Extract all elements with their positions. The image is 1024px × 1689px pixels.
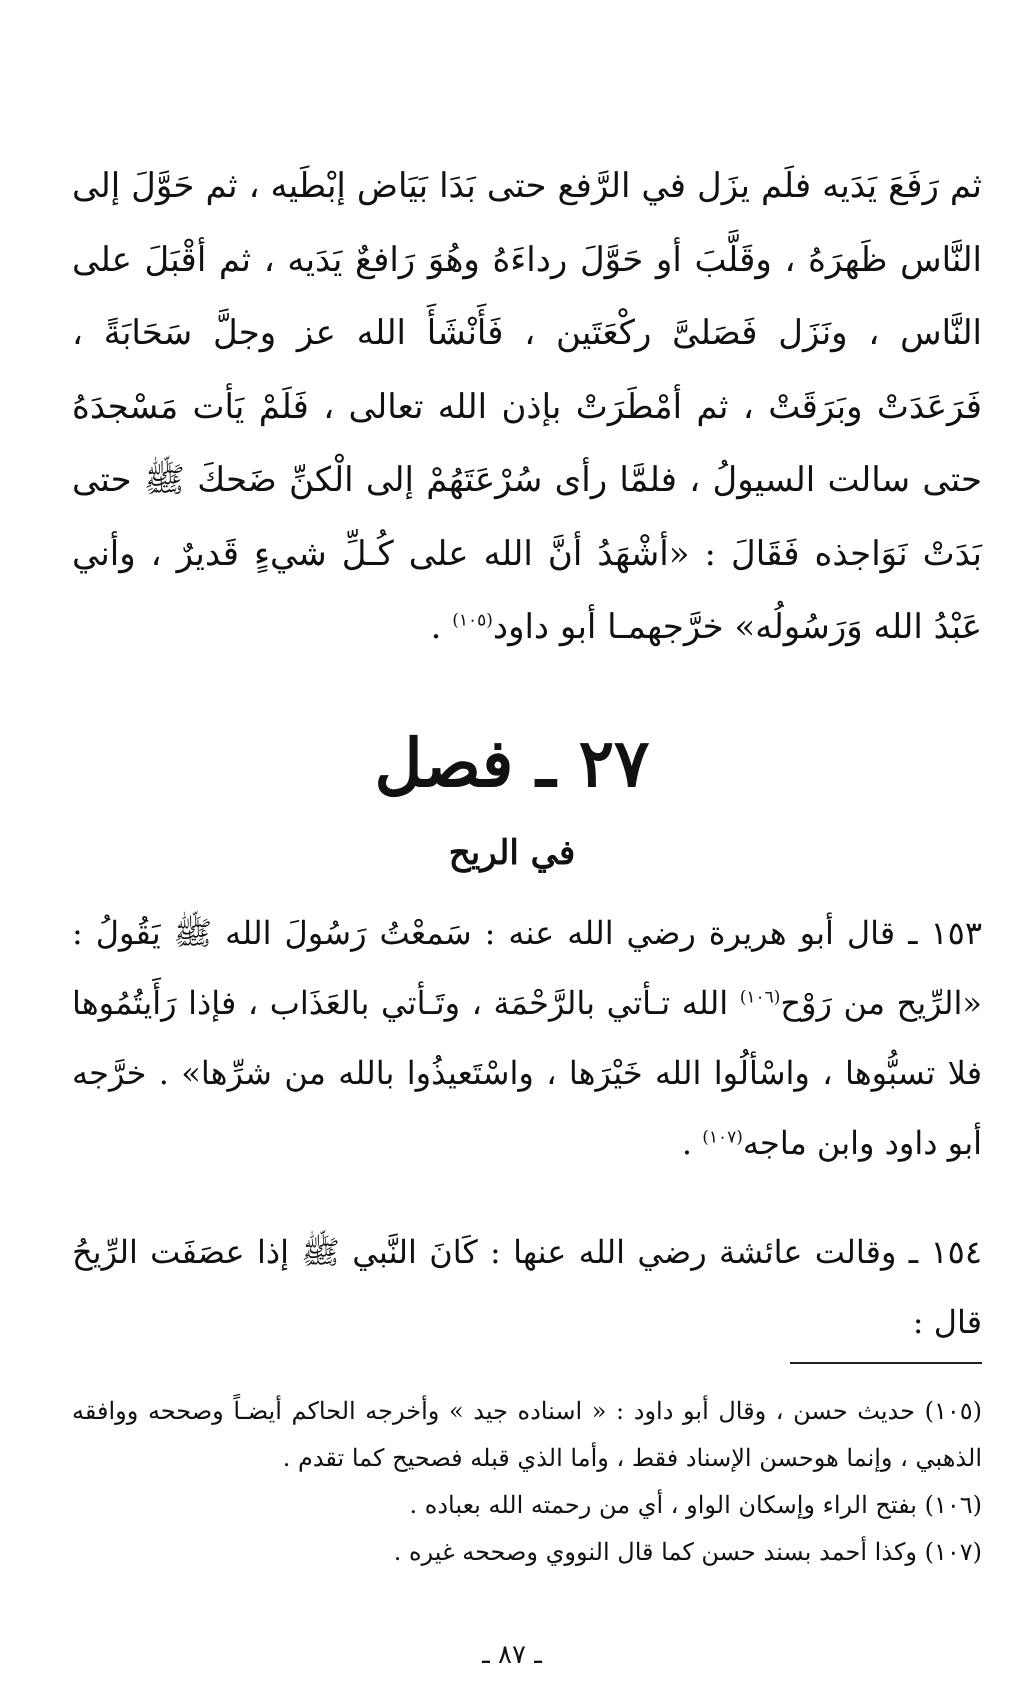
footnote-105: (١٠٥) حديث حسن ، وقال أبو داود : « اسناده جيد » وأخرجه الحاكم أيضـاً وصححه ووافقه الذهبي ، وإنما هوحسن الإسناد فقط ، وأما الذي قبله فصحيح كما تقدم . bbox=[72, 1397, 982, 1472]
paragraph-text: ثم رَفَعَ يَدَيه فلَم يزَل في الرَّفع حتى بَدَا بَيَاض إبْطَيه ، ثم حَوَّلَ إلى النَّاس ظَهرَهُ ، وقَلَّبَ أو حَوَّلَ رداءَهُ وهُوَ رَافعٌ يَدَيه ، ثم أقْبَلَ على النَّاس ، ونَزَل فَصَلىَّ ركْعَتَين ، فَأَنْشَأَ الله عز وجلَّ سَحَابَةً ، فَرَعَدَتْ وبَرَقَتْ ، ثم أمْطَرَتْ بإذن الله تعالى ، فَلَمْ يَأت مَسْجدَهُ حتى سالت السيولُ ، فلمَّا رأى سُرْعَتَهُمْ إلى الْكنِّ ضَحكَ ﷺ حتى بَدَتْ نَوَاجذه فَقَالَ : «أشْهَدُ أنَّ الله على كُـلِّ شيءٍ قَديرٌ ، وأني عَبْدُ الله وَرَسُولُه» خرَّجهمـا أبو داود bbox=[72, 166, 983, 647]
footnote-ref-105: (١٠٥) bbox=[452, 610, 493, 631]
hadith-153-end: . bbox=[681, 1124, 703, 1162]
footnote-106: (١٠٦) بفتح الراء وإسكان الواو ، أي من رحمته الله بعباده . bbox=[409, 1491, 982, 1519]
hadith-154-paragraph bbox=[72, 1217, 982, 1357]
hadith-153-paragraph bbox=[72, 898, 982, 1178]
paragraph-end: . bbox=[430, 607, 453, 647]
hadith-153-body: الله تـأتي بالرَّحْمَة ، وتَـأتي بالعَذَاب ، فإذا رَأَيتُمُوها فلا تسبُّوها ، واسْألُوا الله خَيْرَها ، واسْتَعيذُوا بالله من شرِّها» . خرَّجه أبو داود وابن ماجه bbox=[72, 984, 982, 1162]
footnote-ref-107: (١٠٧) bbox=[702, 1127, 743, 1148]
hadith-154-text: ١٥٤ ـ وقالت عائشة رضي الله عنها : كَانَ النَّبي ﷺ إذا عصَفَت الرِّيحُ قال : bbox=[72, 1233, 982, 1341]
footnotes bbox=[72, 1388, 982, 1576]
footnote-ref-106: (١٠٦) bbox=[739, 987, 781, 1008]
hadith-153-intro: ١٥٣ ـ قال أبو هريرة رضي الله عنه : سَمعْتُ رَسُولَ الله ﷺ يَقُولُ : «الرِّيح من رَوْح bbox=[72, 914, 983, 1022]
footnote-separator bbox=[790, 1362, 982, 1364]
section-heading: ٢٧ ـ فصل bbox=[374, 724, 650, 802]
footnote-107: (١٠٧) وكذا أحمد بسند حسن كما قال النووي وصححه غيره . bbox=[393, 1538, 982, 1566]
page-number: ـ ٨٧ ـ bbox=[482, 1640, 542, 1670]
section-subheading: في الريح bbox=[448, 833, 576, 873]
main-paragraph-continuation bbox=[72, 150, 982, 665]
